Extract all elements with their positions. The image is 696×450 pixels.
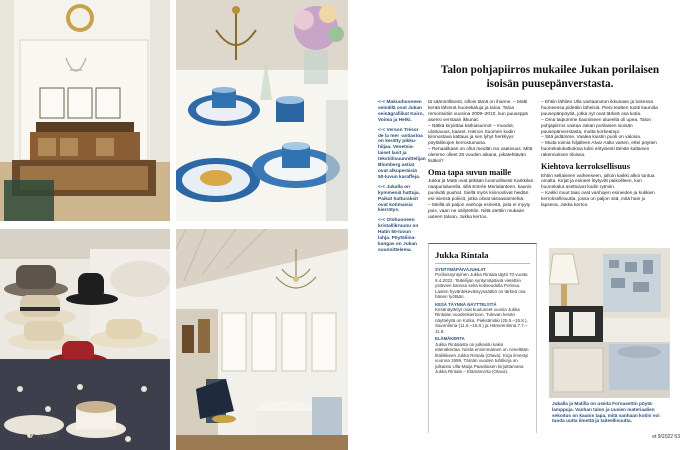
body-paragraph: – Oma taipumme kauniiseen alueella oli upea. Talon pohjapiirros vastaa Jukan porilaisen isoisän puusepänverstasta, mutta korkeampi.	[541, 117, 652, 135]
photo-bedroom	[0, 0, 170, 221]
info-text: Kesänäyttelyt ovat kuuluneet vuosia Jukka Rintalan vuodenkiertoon. Tulevan kesän näyttelyitä on Kotka, Pieksämäki (25.5.–15.8.), Savonlinna (11.6.–15.8.) ja Hämeenlinna 7.7.–11.9.	[435, 306, 528, 334]
body-paragraph: Jukka ja Matti ovat pitkään luonnollisesti Karkkilan naapurialueella, sillä Entrée Merialanteen, kaunis puoliväli puuhat. Siellä myös kiinnostivat heidän esi-isiensä poliisit, jotka olivat taitoasiamiehiä.	[428, 179, 534, 203]
subheading-oma-tapa: Oma tapa suvun maille	[428, 167, 512, 177]
info-heading: SYNTYMÄPÄIVÄJUHLAT	[435, 267, 486, 272]
info-text: Jukka Rintalasta on julkaistu kaksi elämäkertaa. Niistä ensimmäinen on nimeltään Iltaliikkeen Jukka Rintala (Otava). Kirja ilmestyi vuonna 1999. Tämän vuoden tuhtikirja on julkaistu Ulla-Maija Paavilaisen kirjoittamana Jukka Rintala – Elämänvirta (Otava).	[435, 341, 529, 375]
caption-living-room: <-< Olohuoneen kristallikruunu on Hatin 50-luvun lahja. Pöytäliinakangas on Jukan suunnittelema.	[378, 218, 419, 253]
body-paragraph: – Meillä oli paljon vanhoja esineitä, joita ei myyty pois, vaan ne säilytettiin. Niitä otettiin mukaan uuteen taloon, Jukka kertoo.	[428, 203, 531, 220]
body-paragraph: – Ehtiin lähtien Ulla vastaanoton ikkunaan ja toisessa huoneessa pidettiin läheisiä. Pieni teatteri tuotti kauniita puusepänpöytiä, jotka nyt ovat tärkeä osa kotia.	[541, 100, 658, 117]
caption-bedroom: <-< Makuuhuoneen seinällä ovat Jukan seinägrafiikat Kairo, Voima ja Hetki.	[378, 100, 424, 123]
body-paragraph: – Kaikki muut taas ovat vanhojen esineiden ja kukkien kerroksellisuutta, jossa on paljon sitä, mitä hain jo lapsena, Jukka kertoo.	[541, 191, 655, 209]
info-text: Porilaissyntyinen Jukka Rintala täytti 70 vuotta 9.4.2022. Taiteilijan syntymäpäiviä vietettiin ystävien kanssa sekä kotiseudulla Porissa. Lasten hyväntekeväisyyssäätiö on tärkeä osa hänen työtään.	[435, 272, 528, 300]
body-paragraph: tä säännöllisesti, silloin tämä on ihanne. – Matti kerää lähinnä huonekaluja ja taloa. Taloa remontoitiin vuosina 2009–2010, kun puuseppä asensi verstaan ikkunat.	[428, 100, 528, 123]
body-paragraph: – Nätkä kirjoittaa kärkiasunnot – muodot, ulottuvuus, kaaret. Hienon Suomen kodin kiinnostava kattaus ja sen lyhyt herkkyys pöytäliinojen kerrostumana.	[428, 123, 515, 147]
body-paragraph: – Muita toimia hiljalleen Alvar Aalto varten, ettei pöytien huonekalukatkoksia tulisi erityisesti tämän kaltaisen rakennuksen tiloissa.	[541, 141, 657, 159]
divider	[435, 263, 530, 264]
photo-captions	[378, 100, 424, 258]
caption-lamps: Jukalla ja Matilla on useita Fornasettin pöytälamppuja. Vanhan talon ja uusien materiaalien sekoitus on kaunis tapa, mitä vanhaan kotiin voi tuoda uutta ilmettä ja taiteellisuutta.	[552, 401, 660, 424]
page-number-left: 62 et 9/2022	[30, 434, 58, 440]
page-number-right: et 9/2022 63	[652, 434, 680, 440]
photo-lamps	[549, 248, 670, 398]
photo-hats	[0, 229, 170, 450]
photo-living-room	[176, 229, 348, 450]
article-column-1	[428, 100, 536, 221]
info-box-title: Jukka Rintala	[435, 250, 489, 260]
info-heading: ELÄMÄKERTA	[435, 336, 465, 342]
article-column-2	[541, 100, 660, 209]
info-box	[428, 243, 537, 433]
caption-table: <-< Verson Trésor de la mer -astiastoa on kerätty pikkuhiljaa. Venetsialaiset lasit ja tekstiilisuunnittelijan Blomberg astiat ovat alkuperäisiä 50-luvun karaffeja.	[378, 127, 426, 180]
caption-hats: <-< Jukalla on kymmeniä hattuja. Paikat hatturaksit ovat kotimaisia kierrätys.	[378, 184, 420, 214]
info-heading: KESÄ TÄYNNÄ NÄYTTELYITÄ	[435, 301, 497, 307]
body-paragraph: – Sitä pidämme. Vaalea kuistin puoli on valoisa.	[541, 135, 642, 141]
body-paragraph: – Renaalikaan on ollut meidän iso vaativuus. Mitä olemme olleet 25 vuoden aikana, pikatehtävän lisäksi?	[428, 147, 533, 165]
subheading-kiehtova: Kiehtova kerroksellisuus	[541, 162, 630, 172]
article-headline: Talon pohjapiirros mukailee Jukan porilaisen isoisän puusepänverstasta.	[440, 64, 660, 90]
photo-table-setting	[176, 0, 348, 221]
body-paragraph: Ehtiin sellaiseen vaiheeseen, jolloin kaikki alkoi tuntua omalta. Kirjat ja esineet löytyvät paikoilleen, kun huonekalut asettuivat kodin rytmiin.	[541, 173, 655, 191]
